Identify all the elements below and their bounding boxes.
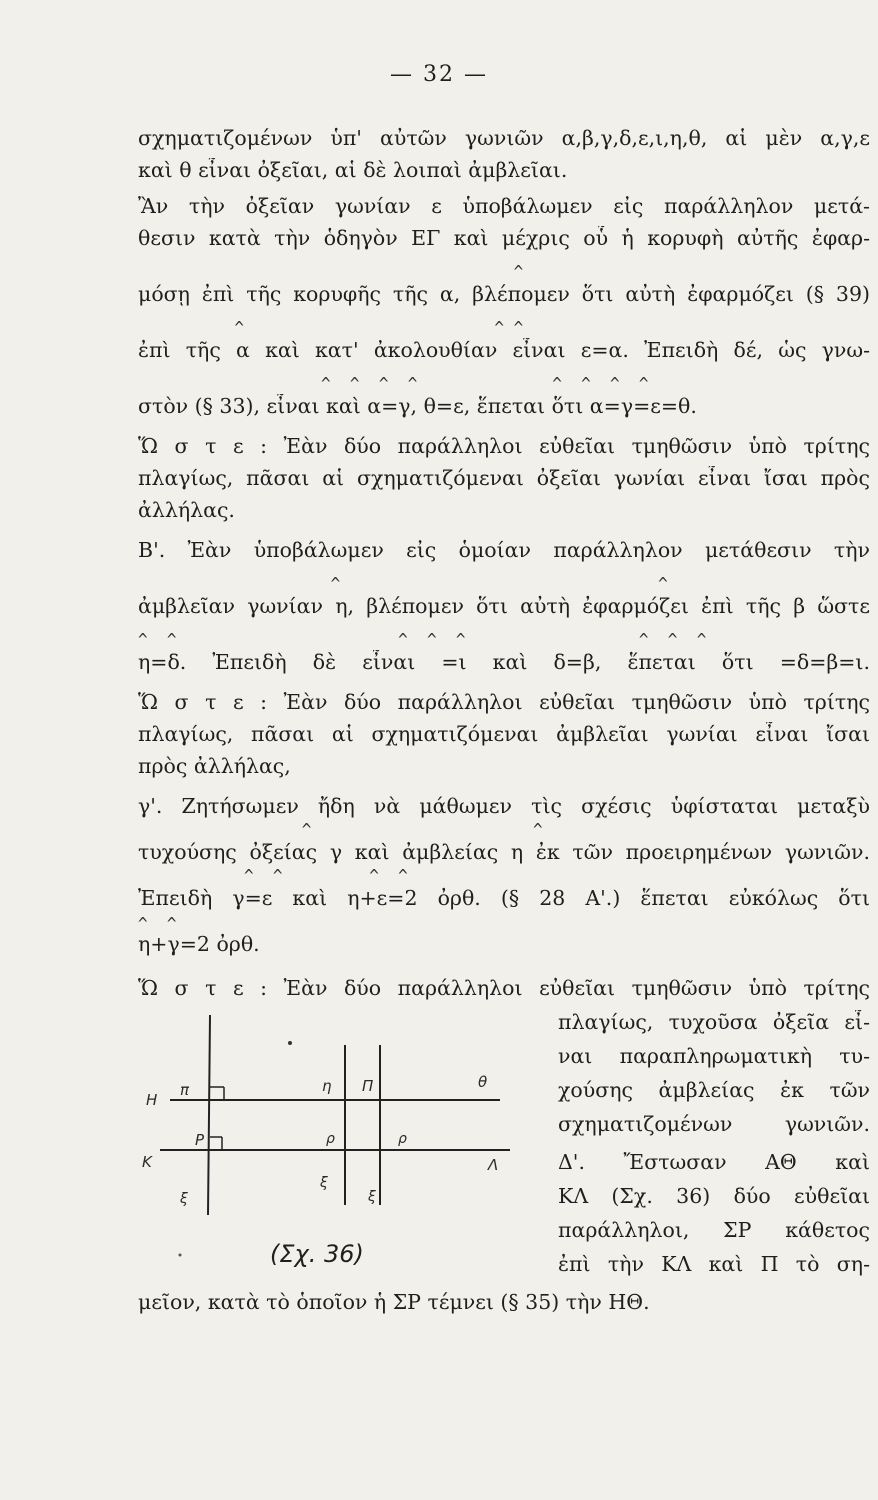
text-line: η=δ. Ἐπειδὴ δὲ εἶναι =ι καὶ δ=β, ἕπεται ὅτι =δ=β=ι. — [138, 650, 870, 674]
text-line: γ'. Ζητήσωμεν ἤδη νὰ μάθωμεν τὶς σχέσις ὑφίσταται μεταξὺ — [138, 794, 870, 818]
text-line: θεσιν κατὰ τὴν ὁδηγὸν ΕΓ καὶ μέχρις οὗ ἡ κορυφὴ αὐτῆς ἐφαρ- — [138, 226, 870, 250]
angle-marks: ^ ^ ^ ^ — [138, 866, 408, 885]
text-line: Ὥ σ τ ε : Ἐὰν δύο παράλληλοι εὐθεῖαι τμηθῶσιν ὑπὸ τρίτης — [138, 690, 870, 714]
label-rho-capital: Ρ — [195, 1131, 205, 1149]
text-line: Β'. Ἐὰν ὑποβάλωμεν εἰς ὁμοίαν παράλληλον μετάθεσιν τὴν — [138, 538, 870, 562]
label-theta: θ — [478, 1073, 488, 1091]
figure-diagram — [140, 1005, 550, 1275]
text-line: σχηματιζομένων ὑπ' αὐτῶν γωνιῶν α,β,γ,δ,ε,ι,η,θ, αἱ μὲν α,γ,ε — [138, 126, 870, 150]
text-line: ναι παραπληρωματικὴ τυ- — [558, 1044, 870, 1068]
text-line: σχηματιζομένων γωνιῶν. — [558, 1112, 870, 1136]
text-line: η+γ=2 ὀρθ. — [138, 932, 260, 956]
label-pi-small: π — [180, 1081, 190, 1099]
text-line: ἀμβλεῖαν γωνίαν η, βλέπομεν ὅτι αὐτὴ ἐφαρμόζει ἐπὶ τῆς β ὥστε — [138, 594, 870, 618]
text-line: στὸν (§ 33), εἶναι καὶ α=γ, θ=ε, ἕπεται ὅτι α=γ=ε=θ. — [138, 394, 697, 418]
angle-marks: ^ — [138, 262, 524, 281]
angle-marks: ^ ^ — [138, 914, 177, 933]
label-kappa: Κ — [142, 1153, 152, 1171]
label-rho: ρ — [398, 1131, 407, 1147]
text-line: παράλληλοι, ΣΡ κάθετος — [558, 1218, 870, 1242]
label-pi: Π — [362, 1077, 374, 1095]
label-lambda: Λ — [488, 1156, 499, 1174]
label-eta-capital: Η — [146, 1091, 158, 1109]
text-line: καὶ θ εἶναι ὀξεῖαι, αἱ δὲ λοιπαὶ ἀμβλεῖαι. — [138, 158, 568, 182]
text-line: μεῖον, κατὰ τὸ ὁποῖον ἡ ΣΡ τέμνει (§ 35) τὴν ΗΘ. — [138, 1290, 650, 1314]
text-line: Δ'. Ἔστωσαν ΑΘ καὶ — [558, 1150, 870, 1174]
label-xi: ξ — [368, 1189, 376, 1205]
text-line: πλαγίως, πᾶσαι αἱ σχηματιζόμεναι ὀξεῖαι γωνίαι εἶναι ἴσαι πρὸς — [138, 466, 870, 490]
text-line: ἐπὶ τῆς α καὶ κατ' ἀκολουθίαν εἶναι ε=α. Ἐπειδὴ δέ, ὡς γνω- — [138, 338, 870, 362]
page-number: — 32 — — [390, 62, 488, 87]
label-xi: ξ — [180, 1191, 188, 1207]
text-line: πλαγίως, πᾶσαι αἱ σχηματιζόμεναι ἀμβλεῖαι γωνίαι εἶναι ἴσαι — [138, 722, 870, 746]
text-line: χούσης ἀμβλείας ἐκ τῶν — [558, 1078, 870, 1102]
angle-marks: ^ ^ ^ ^ ^ ^ ^ ^ — [138, 374, 649, 393]
text-line: Ἂν τὴν ὀξεῖαν γωνίαν ε ὑποβάλωμεν εἰς παράλληλον μετά- — [138, 194, 870, 218]
label-eta: η — [322, 1077, 332, 1095]
label-rho: ρ — [326, 1131, 335, 1147]
text-line: ἀλλήλας. — [138, 498, 235, 522]
text-line: πρὸς ἀλλήλας, — [138, 754, 291, 778]
figure-caption: (Σχ. 36) — [270, 1240, 364, 1268]
text-line: ἐπὶ τὴν ΚΛ καὶ Π τὸ ση- — [558, 1252, 870, 1276]
text-line: πλαγίως, τυχοῦσα ὀξεῖα εἶ- — [558, 1010, 870, 1034]
label-xi: ξ — [320, 1175, 328, 1191]
text-line: τυχούσης ὀξείας γ καὶ ἀμβλείας η ἐκ τῶν προειρημένων γωνιῶν. — [138, 840, 870, 864]
text-line: Ἐπειδὴ γ=ε καὶ η+ε=2 ὀρθ. (§ 28 Α'.) ἕπεται εὐκόλως ὅτι — [138, 886, 870, 910]
angle-marks: ^ ^ ^ — [138, 318, 524, 337]
text-line: ΚΛ (Σχ. 36) δύο εὐθεῖαι — [558, 1184, 870, 1208]
geometry-figure — [140, 1005, 550, 1275]
angle-marks: ^ ^ ^ ^ ^ ^ ^ ^ — [138, 630, 707, 649]
angle-marks: ^ ^ — [138, 820, 543, 839]
text-line: Ὥ σ τ ε : Ἐὰν δύο παράλληλοι εὐθεῖαι τμηθῶσιν ὑπὸ τρίτης — [138, 976, 870, 1000]
text-line: μόσῃ ἐπὶ τῆς κορυφῆς τῆς α, βλέπομεν ὅτι αὐτὴ ἐφαρμόζει (§ 39) — [138, 282, 870, 306]
text-line: Ὥ σ τ ε : Ἐὰν δύο παράλληλοι εὐθεῖαι τμηθῶσιν ὑπὸ τρίτης — [138, 434, 870, 458]
angle-marks: ^ ^ — [138, 574, 668, 593]
